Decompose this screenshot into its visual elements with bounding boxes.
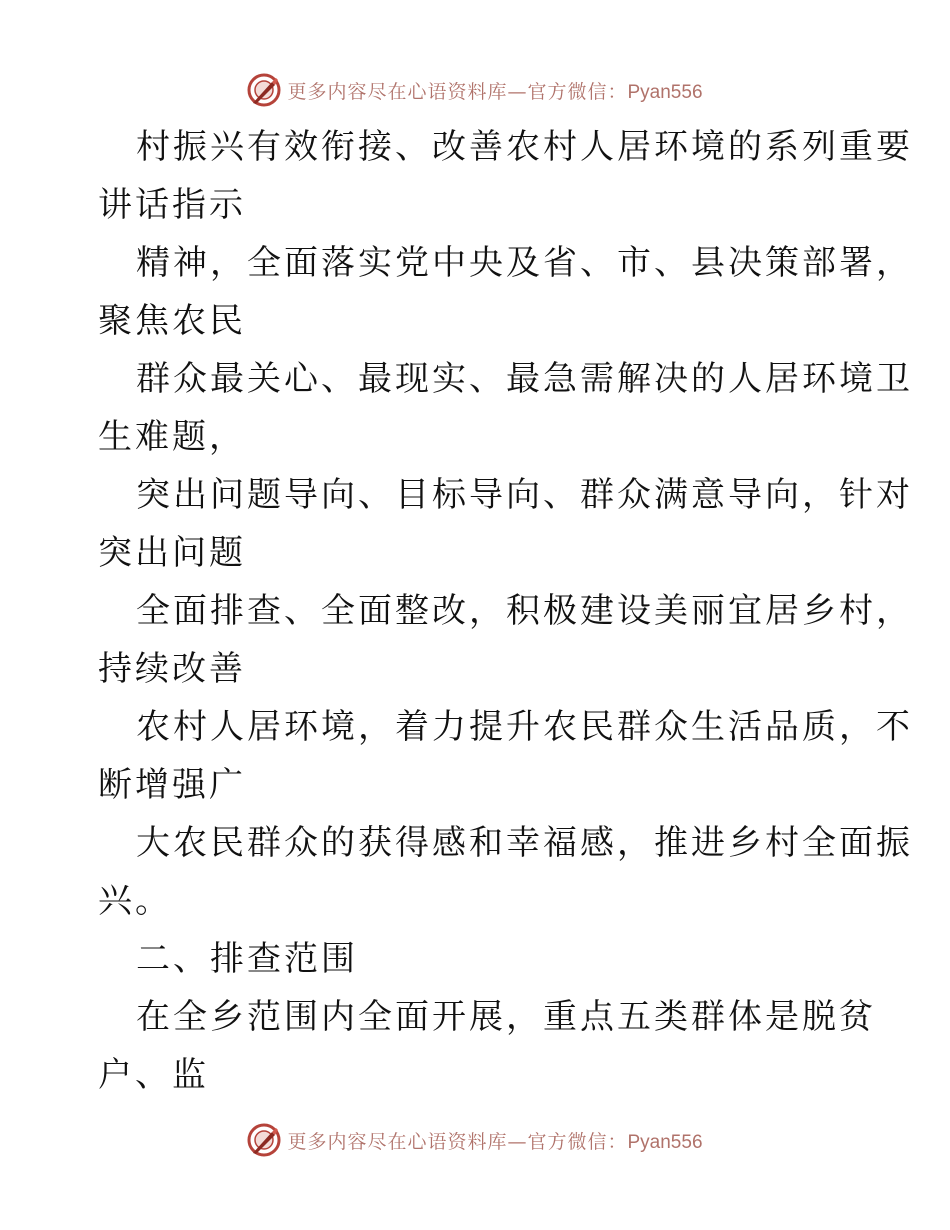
text-line: 断增强广 [98,765,246,805]
text-line: 讲话指示 [98,185,246,225]
text-line: 突出问题 [98,533,246,573]
text-line: 在全乡范围内全面开展，重点五类群体是脱贫 [136,997,876,1037]
text-line: 突出问题导向、目标导向、群众满意导向，针对 [136,475,913,515]
header-watermark [0,70,950,110]
watermark-text: 更多内容尽在心语资料库—官方微信：Pyan556 [287,1130,703,1153]
pen-logo-icon [247,73,281,107]
text-line: 群众最关心、最现实、最急需解决的人居环境卫 [136,359,913,399]
text-line: 村振兴有效衔接、改善农村人居环境的系列重要 [136,127,913,167]
text-line: 持续改善 [98,649,246,689]
footer-watermark [0,1120,950,1160]
text-line: 二、排查范围 [136,939,358,979]
watermark-wechat-id: Pyan556 [627,81,703,103]
text-line: 生难题， [98,417,246,457]
document-body [98,118,913,1104]
text-line: 精神，全面落实党中央及省、市、县决策部署， [136,243,913,283]
watermark-wechat-id: Pyan556 [627,1131,703,1153]
watermark-text: 更多内容尽在心语资料库—官方微信：Pyan556 [287,80,703,103]
text-line: 大农民群众的获得感和幸福感，推进乡村全面振 [136,823,913,863]
text-line: 聚焦农民 [98,301,246,341]
text-line: 兴。 [98,881,172,921]
pen-logo-icon [247,1123,281,1157]
text-line: 户、监 [98,1055,209,1095]
text-line: 农村人居环境，着力提升农民群众生活品质，不 [136,707,913,747]
text-line: 全面排查、全面整改，积极建设美丽宜居乡村， [136,591,913,631]
